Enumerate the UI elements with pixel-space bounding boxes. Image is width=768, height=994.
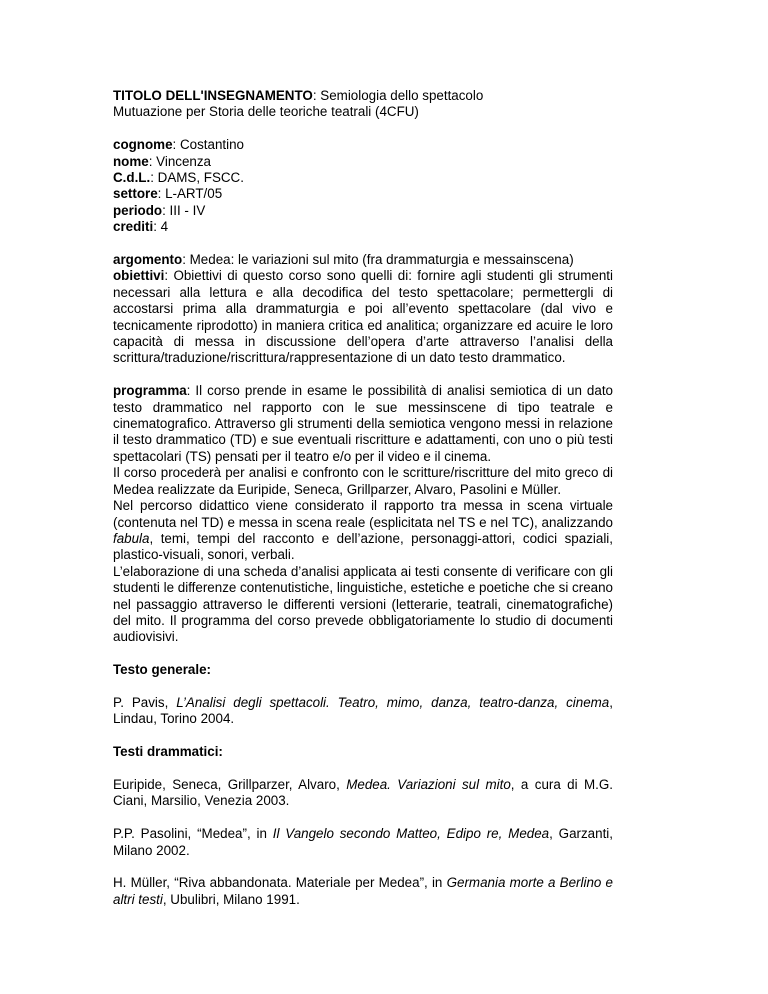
reference-title: Germania morte a Berlino e altri testi (113, 875, 614, 907)
spacer (113, 728, 613, 744)
course-title-line (113, 88, 613, 104)
programma-text-1: : Il corso prende in esame le possibilità di analisi semiotica di un dato testo drammatico nel rapporto con le sue messinscene di tipo teatrale e cinematografico. Attraverso gli strumenti della semiotica vengono messi in relazione il testo drammatico (TD) e sue eventuali riscritture e adattamenti, con uno o più testi spettacolari (TS) pensati per il teatro e/o per il video e il cinema. (113, 383, 613, 464)
periodo-value: : III - IV (162, 202, 206, 218)
periodo-line (113, 203, 613, 219)
spacer (113, 646, 613, 662)
cognome-line (113, 137, 613, 153)
obiettivi-label: obiettivi (113, 268, 165, 284)
cdl-line (113, 170, 613, 186)
programma-paragraph-3 (113, 498, 613, 564)
reference-publisher: , Ubulibri, Milano 1991. (162, 891, 300, 907)
programma-label: programma (113, 383, 187, 399)
crediti-line (113, 219, 613, 235)
reference-title: Medea. Variazioni sul mito (346, 776, 511, 792)
testo-generale-heading (113, 662, 613, 678)
title-label: TITOLO DELL'INSEGNAMENTO (113, 88, 313, 103)
reference-publisher: , Garzanti, Milano 2002. (113, 826, 613, 858)
settore-label: settore (113, 186, 158, 202)
nome-label: nome (113, 153, 149, 169)
programma-text-3a: Nel percorso didattico viene considerato il rapporto tra messa in scena virtuale (contenuta nel TD) e messa in scena reale (esplicitata nel TS e nel TC), analizzando (113, 498, 613, 530)
spacer (113, 859, 613, 875)
reference-author: Euripide, Seneca, Grillparzer, Alvaro, (113, 776, 347, 792)
cdl-value: : DAMS, FSCC. (150, 170, 244, 186)
spacer (113, 367, 613, 383)
reference-title: L’Analisi degli spettacoli. Teatro, mimo, danza, teatro-danza, cinema (176, 694, 610, 710)
title-value: : Semiologia dello spettacolo (312, 88, 484, 103)
cdl-label: C.d.L. (113, 170, 151, 186)
cognome-label: cognome (113, 137, 173, 153)
spacer (113, 236, 613, 252)
obiettivi-paragraph (113, 268, 613, 366)
nome-line (113, 154, 613, 170)
spacer (113, 121, 613, 137)
argomento-line (113, 252, 613, 268)
reference-author: H. Müller, “Riva abbandonata. Materiale per Medea”, in (113, 875, 447, 891)
reference-publisher: , Lindau, Torino 2004. (113, 694, 613, 727)
periodo-label: periodo (113, 202, 163, 218)
testi-drammatici-heading-text: Testi drammatici: (113, 744, 223, 760)
reference-publisher: , a cura di M.G. Ciani, Marsilio, Venezia 2003. (113, 776, 614, 809)
obiettivi-value: : Obiettivi di questo corso sono quelli di: fornire agli studenti gli strumenti necessari alla lettura e alla decodifica del testo spettacolare; permettergli di accostarsi prima alla drammaturgia e poi all’evento spettacolare (dal vivo e tecnicamente riprodotto) in maniera critica ed analitica; organizzare ed acuire le loro capacità di messa in discussione dell’opera d’arte attraverso l’analisi della scrittura/traduzione/riscrittura/rappresentazione di un dato testo drammatico. (113, 268, 613, 366)
reference-pavis (113, 695, 613, 728)
programma-text-4: L’elaborazione di una scheda d’analisi applicata ai testi consente di verificare con gli studenti le differenze contenutistiche, linguistiche, estetiche e poetiche che si creano nel passaggio attraverso le differenti versioni (letterarie, teatrali, cinematografiche) del mito. Il programma del corso prevede obbligatoriamente lo studio di documenti audiovisivi. (113, 563, 613, 645)
testi-drammatici-heading (113, 744, 613, 760)
reference-author: P. Pavis, (113, 694, 177, 710)
nome-value: : Vincenza (148, 153, 212, 169)
crediti-label: crediti (113, 219, 154, 235)
testo-generale-heading-text: Testo generale: (113, 662, 211, 678)
spacer (113, 679, 613, 695)
argomento-value: : Medea: le variazioni sul mito (fra drammaturgia e messainscena) (182, 252, 574, 268)
course-subtitle: Mutuazione per Storia delle teoriche teatrali (4CFU) (113, 104, 419, 120)
programma-paragraph (113, 383, 613, 465)
reference-author: P.P. Pasolini, “Medea”, in (113, 826, 273, 842)
reference-title: Il Vangelo secondo Matteo, Edipo re, Medea (272, 826, 550, 842)
programma-text-3b: , temi, tempi del racconto e dell’azione, personaggi-attori, codici spaziali, plastico-visuali, sonori, verbali. (113, 530, 613, 563)
crediti-value: : 4 (153, 219, 169, 235)
spacer (113, 810, 613, 826)
reference-muller (113, 875, 613, 908)
reference-pasolini (113, 826, 613, 859)
argomento-label: argomento (113, 252, 183, 268)
document-page (113, 88, 613, 908)
programma-text-2: Il corso procederà per analisi e confronto con le scritture/riscritture del mito greco di Medea realizzate da Euripide, Seneca, Grillparzer, Alvaro, Pasolini e Müller. (113, 465, 613, 497)
programma-fabula: fabula (113, 530, 150, 546)
settore-value: : L-ART/05 (157, 186, 223, 202)
settore-line (113, 186, 613, 202)
reference-euripide (113, 777, 613, 810)
spacer (113, 761, 613, 777)
cognome-value: : Costantino (172, 137, 244, 153)
